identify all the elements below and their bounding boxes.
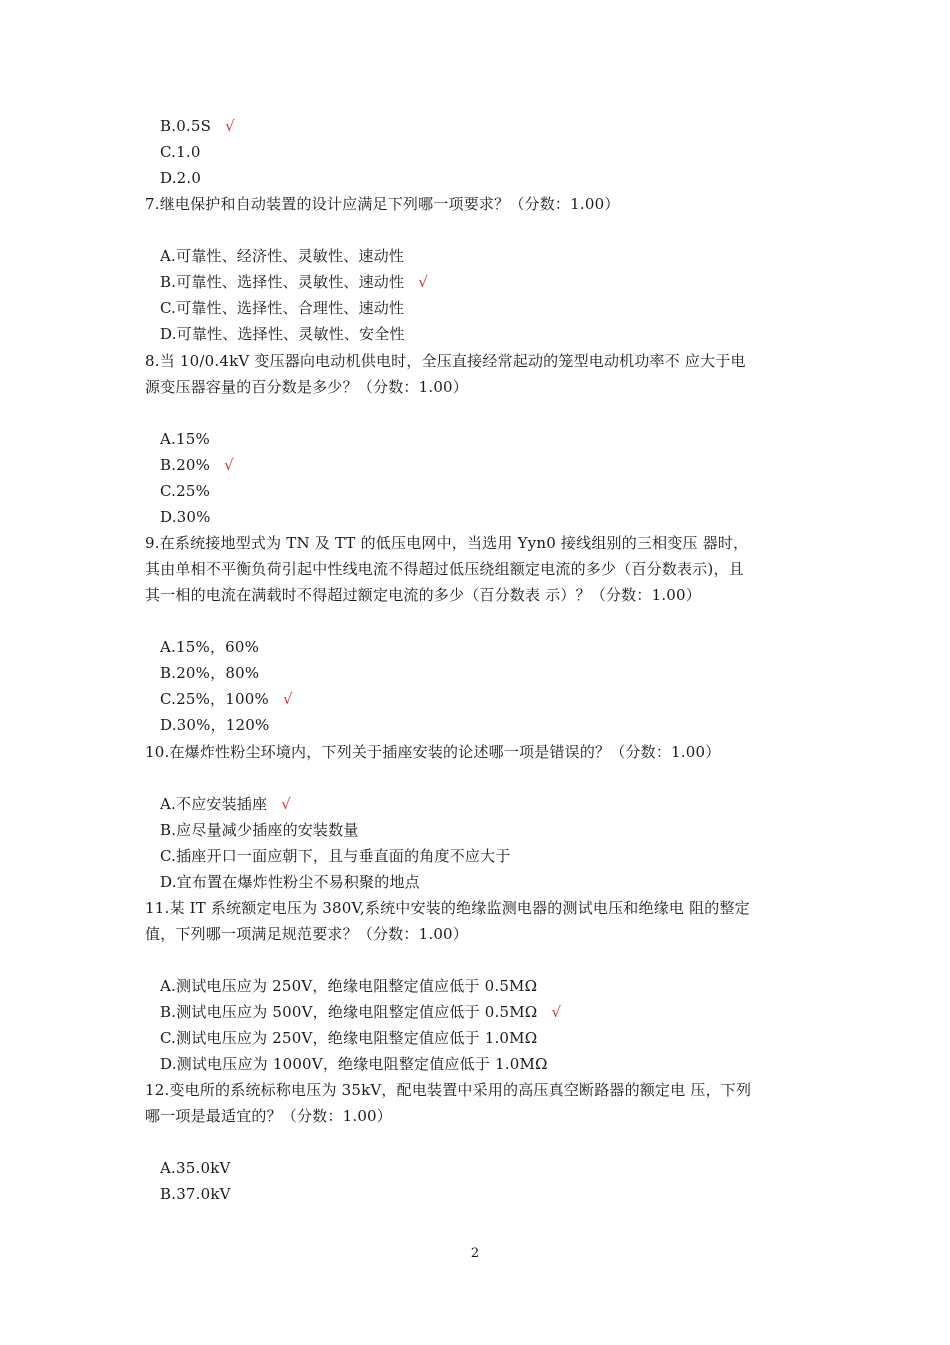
- check-mark-icon: √: [225, 117, 235, 135]
- q10-option-d[interactable]: D.宜布置在爆炸性粉尘不易积聚的地点: [160, 873, 420, 891]
- q6-option-d[interactable]: D.2.0: [160, 169, 202, 187]
- q8-option-a[interactable]: A.15%: [160, 430, 210, 448]
- q9-option-a[interactable]: A.15%，60%: [160, 638, 260, 656]
- check-mark-icon: √: [224, 456, 234, 474]
- question-8-line-2: 源变压器容量的百分数是多少？（分数：1.00）: [145, 378, 469, 396]
- check-mark-icon: √: [282, 690, 293, 708]
- q12-option-a[interactable]: A.35.0kV: [160, 1159, 231, 1177]
- question-12-line-1: 12.变电所的系统标称电压为 35kV，配电装置中采用的高压真空断路器的额定电 压，下列: [145, 1081, 752, 1099]
- question-9-line-3: 其一相的电流在满载时不得超过额定电流的多少（百分数表 示）？（分数：1.00）: [145, 586, 701, 604]
- q11-option-d[interactable]: D.测试电压应为 1000V，绝缘电阻整定值应低于 1.0MΩ: [160, 1055, 548, 1073]
- q10-option-a[interactable]: A.不应安装插座 √: [160, 795, 291, 813]
- q7-option-d[interactable]: D.可靠性、选择性、灵敏性、安全性: [160, 325, 405, 343]
- check-mark-icon: √: [551, 1003, 562, 1021]
- question-11-line-2: 值，下列哪一项满足规范要求？（分数：1.00）: [145, 925, 469, 943]
- q11-option-b[interactable]: B.测试电压应为 500V，绝缘电阻整定值应低于 0.5MΩ √: [160, 1003, 562, 1021]
- q8-option-b[interactable]: B.20% √: [160, 456, 234, 474]
- question-11-line-1: 11.某 IT 系统额定电压为 380V,系统中安装的绝缘监测电器的测试电压和绝缘电 阻的整定: [145, 899, 750, 917]
- q7-option-b[interactable]: B.可靠性、选择性、灵敏性、速动性 √: [160, 273, 428, 291]
- check-mark-icon: √: [281, 795, 291, 813]
- q8-option-c[interactable]: C.25%: [160, 482, 211, 500]
- q10-option-b[interactable]: B.应尽量减少插座的安装数量: [160, 821, 359, 839]
- question-9-line-1: 9.在系统接地型式为 TN 及 TT 的低压电网中，当选用 Yyn0 接线组别的三相变压 器时，: [145, 534, 749, 552]
- question-10: 10.在爆炸性粉尘环境内，下列关于插座安装的论述哪一项是错误的？（分数：1.00）: [145, 743, 721, 761]
- q12-option-b[interactable]: B.37.0kV: [160, 1185, 231, 1203]
- q9-option-b[interactable]: B.20%，80%: [160, 664, 260, 682]
- q7-option-c[interactable]: C.可靠性、选择性、合理性、速动性: [160, 299, 405, 317]
- question-9-line-2: 其由单相不平衡负荷引起中性线电流不得超过低压绕组额定电流的多少（百分数表示)，且: [145, 560, 744, 578]
- q11-option-c[interactable]: C.测试电压应为 250V，绝缘电阻整定值应低于 1.0MΩ: [160, 1029, 538, 1047]
- q8-option-d[interactable]: D.30%: [160, 508, 211, 526]
- q7-option-a[interactable]: A.可靠性、经济性、灵敏性、速动性: [160, 247, 405, 265]
- q6-option-b[interactable]: B.0.5S √: [160, 117, 235, 135]
- q6-option-c[interactable]: C.1.0: [160, 143, 201, 161]
- question-8-line-1: 8.当 10/0.4kV 变压器向电动机供电时，全压直接经常起动的笼型电动机功率不 应大于电: [145, 352, 746, 370]
- q10-option-c[interactable]: C.插座开口一面应朝下，且与垂直面的角度不应大于: [160, 847, 511, 865]
- q9-option-d[interactable]: D.30%，120%: [160, 716, 270, 734]
- check-mark-icon: √: [418, 273, 428, 291]
- question-7: 7.继电保护和自动装置的设计应满足下列哪一项要求？（分数：1.00）: [145, 195, 620, 213]
- q11-option-a[interactable]: A.测试电压应为 250V，绝缘电阻整定值应低于 0.5MΩ: [160, 977, 538, 995]
- question-12-line-2: 哪一项是最适宜的？（分数：1.00）: [145, 1107, 392, 1125]
- q9-option-c[interactable]: C.25%，100% √: [160, 690, 293, 708]
- page-number: 2: [470, 1246, 480, 1261]
